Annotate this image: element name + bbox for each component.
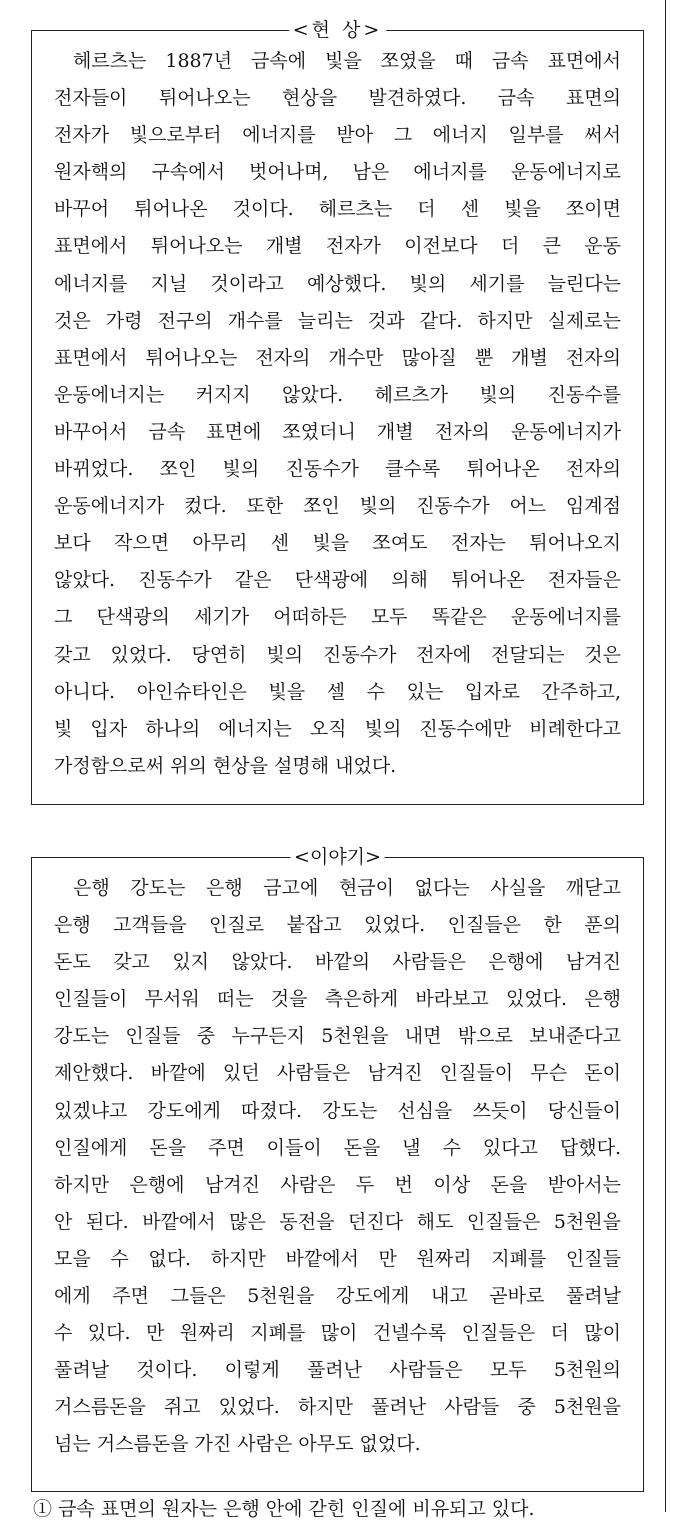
passage-line: 수 있다. 만 원짜리 지폐를 많이 건넬수록 인질들은 더 많이 — [54, 1322, 621, 1345]
passage-line: 모을 수 없다. 하지만 바깥에서 만 원짜리 지폐를 인질들 — [54, 1247, 621, 1270]
passage-line: 빛 입자 하나의 에너지는 오직 빛의 진동수에만 비례한다고 — [54, 717, 621, 740]
page-divider-line — [665, 0, 666, 1512]
answer-option-1[interactable]: ① 금속 표면의 원자는 은행 안에 갇힌 인질에 비유되고 있다. — [33, 1498, 535, 1520]
passage-line: 그 단색광의 세기가 어떠하든 모두 똑같은 운동에너지를 — [54, 606, 621, 629]
passage-line: 넘는 거스름돈을 가진 사람은 아무도 없었다. — [54, 1433, 421, 1456]
phenomenon-box-title: <현 상> — [289, 18, 387, 42]
passage-line: 바뀌었다. 쪼인 빛의 진동수가 클수록 튀어나온 전자의 — [54, 458, 621, 481]
passage-line: 있겠냐고 강도에게 따졌다. 강도는 선심을 쓰듯이 당신들이 — [54, 1099, 621, 1122]
passage-line: 제안했다. 바깥에 있던 사람들은 남겨진 인질들이 무슨 돈이 — [54, 1062, 621, 1085]
passage-line: 원자핵의 구속에서 벗어나며, 남은 에너지를 운동에너지로 — [54, 161, 621, 184]
passage-line: 표면에서 튀어나오는 개별 전자가 이전보다 더 큰 운동 — [54, 235, 621, 258]
passage-line: 에게 주면 그들은 5천원을 강도에게 내고 곧바로 풀려날 — [54, 1285, 621, 1308]
story-box — [31, 846, 644, 1492]
phenomenon-box — [31, 19, 644, 805]
passage-line: 전자들이 튀어나오는 현상을 발견하였다. 금속 표면의 — [54, 87, 621, 110]
passage-line: 강도는 인질들 중 누구든지 5천원을 내면 밖으로 보내준다고 — [54, 1025, 621, 1048]
passage-line: 인질들이 무서워 떠는 것을 측은하게 바라보고 있었다. 은행 — [54, 988, 621, 1011]
passage-line: 거스름돈을 쥐고 있었다. 하지만 풀려난 사람들 중 5천원을 — [54, 1396, 621, 1419]
passage-line: 표면에서 튀어나오는 전자의 개수만 많아질 뿐 개별 전자의 — [54, 346, 621, 369]
passage-line: 은행 고객들을 인질로 붙잡고 있었다. 인질들은 한 푼의 — [54, 914, 621, 937]
passage-line: 인질에게 돈을 주면 이들이 돈을 낼 수 있다고 답했다. — [54, 1136, 621, 1159]
passage-line: 바꾸어 튀어나온 것이다. 헤르츠는 더 센 빛을 쪼이면 — [54, 198, 621, 221]
passage-line: 운동에너지가 컸다. 또한 쪼인 빛의 진동수가 어느 임계점 — [54, 495, 621, 518]
passage-line: 않았다. 진동수가 같은 단색광에 의해 튀어나온 전자들은 — [54, 569, 621, 592]
passage-line: 것은 가령 전구의 개수를 늘리는 것과 같다. 하지만 실제로는 — [54, 309, 621, 332]
passage-line: 아니다. 아인슈타인은 빛을 셀 수 있는 입자로 간주하고, — [54, 680, 621, 703]
passage-line: 갖고 있었다. 당연히 빛의 진동수가 전자에 전달되는 것은 — [54, 643, 621, 666]
passage-line: 전자가 빛으로부터 에너지를 받아 그 에너지 일부를 써서 — [54, 124, 621, 147]
passage-line: 바꾸어서 금속 표면에 쪼였더니 개별 전자의 운동에너지가 — [54, 420, 621, 443]
passage-line: 은행 강도는 은행 금고에 현금이 없다는 사실을 깨닫고 — [73, 877, 621, 899]
passage-line: 에너지를 지닐 것이라고 예상했다. 빛의 세기를 늘린다는 — [54, 272, 621, 295]
passage-line: 풀려날 것이다. 이렇게 풀려난 사람들은 모두 5천원의 — [54, 1359, 621, 1382]
passage-line: 헤르츠는 1887년 금속에 빛을 쪼였을 때 금속 표면에서 — [73, 50, 621, 72]
passage-line: 보다 작으면 아무리 센 빛을 쪼여도 전자는 튀어나오지 — [54, 532, 621, 555]
passage-line: 돈도 갖고 있지 않았다. 바깥의 사람들은 은행에 남겨진 — [54, 951, 621, 974]
passage-line: 하지만 은행에 남겨진 사람은 두 번 이상 돈을 받아서는 — [54, 1173, 621, 1196]
story-box-title: <이야기> — [290, 845, 385, 869]
passage-line: 가정함으로써 위의 현상을 설명해 내었다. — [54, 754, 397, 777]
passage-line: 안 된다. 바깥에서 많은 동전을 던진다 해도 인질들은 5천원을 — [54, 1210, 621, 1233]
passage-line: 운동에너지는 커지지 않았다. 헤르츠가 빛의 진동수를 — [54, 383, 621, 406]
